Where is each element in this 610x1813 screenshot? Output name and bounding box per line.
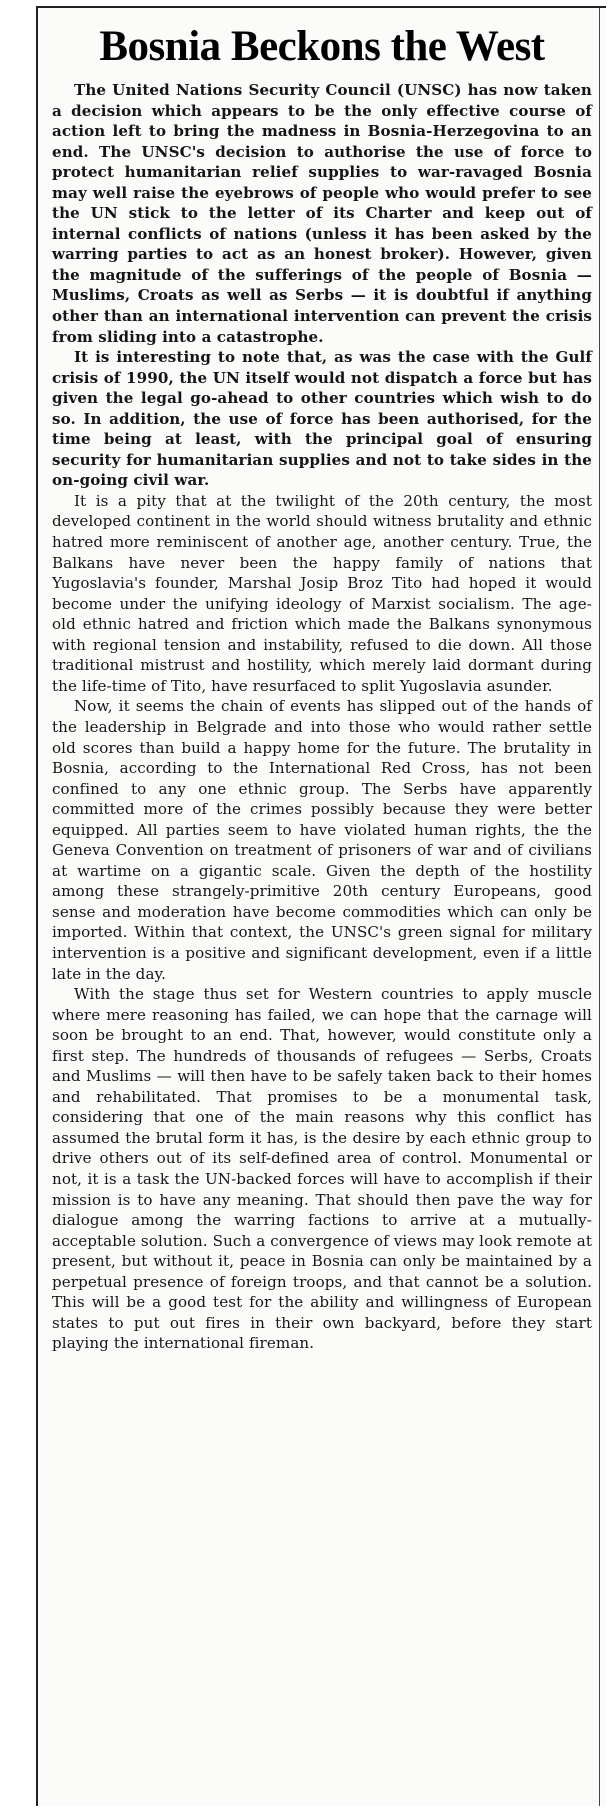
article-paragraph-5: With the stage thus set for Western countries to apply muscle where mere reasoning has failed, we can hope that the carnage will soon be brought to an end. That, however, would constitute only a first step. The hundreds of thousands of refugees — Serbs, Croats and Muslims — will then have to be safely taken back to their homes and rehabilitated. That promises to be a monumental task, considering that one of the main reasons why this conflict has assumed the brutal form it has, is the desire by each ethnic group to drive others out of its self-defined area of control. Monumental or not, it is a task the UN-backed forces will have to accomplish if their mission is to have any meaning. That should then pave the way for dialogue among the warring factions to arrive at a mutually-acceptable solution. Such a convergence of views may look remote at present, but without it, peace in Bosnia can only be maintained by a perpetual presence of foreign troops, and that cannot be a solution. This will be a good test for the ability and willingness of European states to put out fires in their own backyard, before they start playing the international fireman. <box>52 985 592 1353</box>
article-paragraph-3: It is a pity that at the twilight of the 20th century, the most developed continent in the world should witness brutality and ethnic hatred more reminiscent of another age, another century. True, the Balkans have never been the happy family of nations that Yugoslavia's founder, Marshal Josip Broz Tito had hoped it would become under the unifying ideology of Marxist socialism. The age-old ethnic hatred and friction which made the Balkans synonymous with regional tension and instability, refused to die down. All those traditional mistrust and hostility, which merely laid dormant during the life-time of Tito, have resurfaced to split Yugoslavia asunder. <box>52 491 592 695</box>
article-paragraph-2: It is interesting to note that, as was the case with the Gulf crisis of 1990, the UN itself would not dispatch a force but has given the legal go-ahead to other countries which wish to do so. In addition, the use of force has been authorised, for the time being at least, with the principal goal of ensuring security for humanitarian supplies and not to take sides in the on-going civil war. <box>52 348 592 490</box>
article-headline: Bosnia Beckons the West <box>99 23 545 70</box>
newspaper-clipping <box>36 6 606 1806</box>
article-paragraph-1: The United Nations Security Council (UNSC) has now taken a decision which appears to be the only effective course of action left to bring the madness in Bosnia-Herzegovina to an end. The UNSC's decision to authorise the use of force to protect humanitarian relief supplies to war-ravaged Bosnia may well raise the eyebrows of people who would prefer to see the UN stick to the letter of its Charter and keep out of internal conflicts of nations (unless it has been asked by the warring parties to act as an honest broker). However, given the magnitude of the sufferings of the people of Bosnia — Muslims, Croats as well as Serbs — it is doubtful if anything other than an international intervention can prevent the crisis from sliding into a catastrophe. <box>52 81 592 346</box>
column-rule <box>599 8 600 1806</box>
article-paragraph-4: Now, it seems the chain of events has slipped out of the hands of the leadership in Belgrade and into those who would rather settle old scores than build a happy home for the future. The brutality in Bosnia, according to the International Red Cross, has not been confined to any one ethnic group. The Serbs have apparently committed more of the crimes possibly because they were better equipped. All parties seem to have violated human rights, the the Geneva Convention on treatment of prisoners of war and of civilians at wartime on a gigantic scale. Given the depth of the hostility among these strangely-primitive 20th century Europeans, good sense and moderation have become commodities which can only be imported. Within that context, the UNSC's green signal for military intervention is a positive and significant development, even if a little late in the day. <box>52 697 592 983</box>
article-body <box>38 80 606 1354</box>
